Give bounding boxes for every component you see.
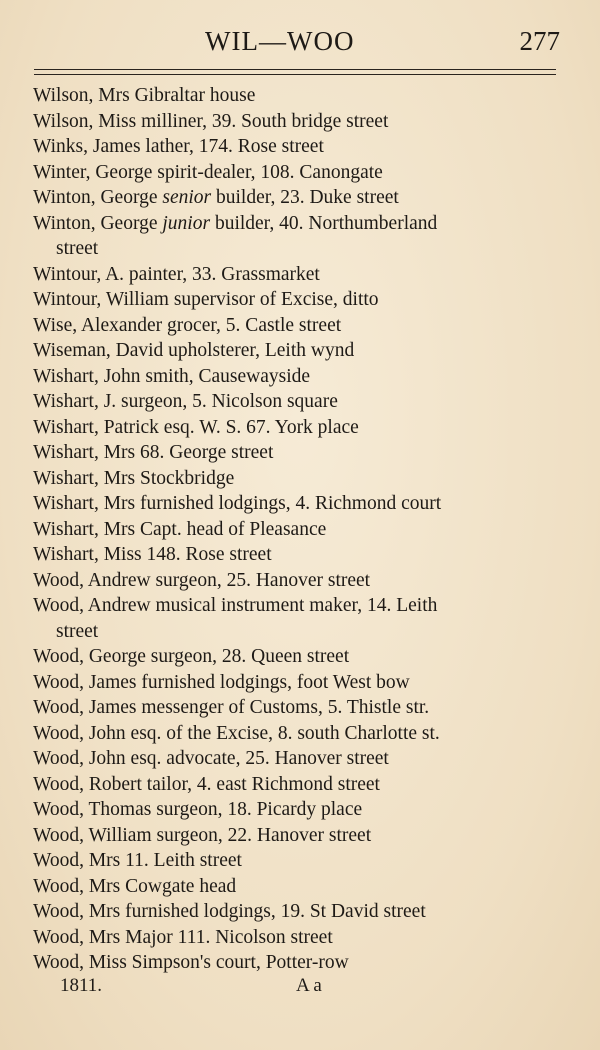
directory-entry xyxy=(33,185,568,211)
entry-segment: Wishart, John smith, Causewayside xyxy=(33,365,311,387)
header-rule-bottom xyxy=(34,74,556,75)
footer-year: 1811. xyxy=(60,975,103,996)
entry-italic-term: junior xyxy=(162,212,211,234)
directory-entry xyxy=(33,542,568,568)
entry-text xyxy=(33,646,349,667)
entry-segment: Wood, Andrew surgeon, 25. Hanover street xyxy=(33,569,371,591)
entry-continuation: street xyxy=(56,620,99,642)
directory-entry xyxy=(33,211,568,262)
entry-segment: Wishart, Patrick esq. W. S. 67. York place xyxy=(33,416,359,438)
directory-entry xyxy=(33,568,568,594)
directory-entry xyxy=(33,721,568,747)
entry-text xyxy=(33,595,437,616)
entry-text xyxy=(33,876,236,897)
entry-segment: Wood, John esq. advocate, 25. Hanover street xyxy=(33,748,389,769)
entry-text xyxy=(33,901,426,922)
entry-segment: Wood, Mrs Major 111. Nicolson street xyxy=(33,926,333,948)
entry-segment: Wishart, Miss 148. Rose street xyxy=(33,544,272,565)
entry-text xyxy=(33,136,324,157)
entry-segment: Wood, Thomas surgeon, 18. Picardy place xyxy=(33,799,363,820)
entry-text xyxy=(33,927,333,948)
entry-segment: Wise, Alexander grocer, 5. Castle street xyxy=(33,314,342,336)
running-head: WIL—WOO xyxy=(205,26,355,56)
directory-entry xyxy=(33,925,568,951)
entry-segment: Wilson, Miss milliner, 39. South bridge street xyxy=(33,110,389,132)
entry-segment: Wood, James messenger of Customs, 5. Thistle str. xyxy=(33,697,430,718)
directory-entry xyxy=(33,160,568,186)
directory-entry xyxy=(33,364,568,390)
directory-entry xyxy=(33,695,568,721)
entry-segment: Wintour, William supervisor of Excise, ditto xyxy=(33,289,379,310)
entry-text xyxy=(33,774,380,795)
entry-segment: Wood, Mrs Cowgate head xyxy=(33,875,237,897)
entry-text xyxy=(33,519,326,540)
page-footer xyxy=(0,975,600,1005)
directory-entry xyxy=(33,338,568,364)
entry-text xyxy=(33,162,383,183)
entry-text xyxy=(33,417,359,438)
entry-segment: builder, 23. Duke street xyxy=(211,187,399,208)
entry-text xyxy=(33,570,370,591)
directory-entry xyxy=(33,950,568,976)
entry-segment: Wishart, Mrs Capt. head of Pleasance xyxy=(33,518,327,540)
entry-text xyxy=(33,493,441,514)
entry-segment: Wood, Mrs furnished lodgings, 19. St David street xyxy=(33,901,426,922)
directory-entry xyxy=(33,262,568,288)
directory-entry xyxy=(33,287,568,313)
directory-entry xyxy=(33,874,568,900)
entry-segment: Winton, George xyxy=(33,187,163,208)
directory-entry xyxy=(33,313,568,339)
directory-entry xyxy=(33,823,568,849)
page-number: 277 xyxy=(519,26,560,56)
entry-text xyxy=(33,723,440,744)
entry-text xyxy=(33,748,389,769)
directory-entry xyxy=(33,491,568,517)
directory-entry xyxy=(33,593,568,644)
entry-segment: Wiseman, David upholsterer, Leith wynd xyxy=(33,340,355,361)
entry-text xyxy=(33,672,410,693)
entry-segment: Wintour, A. painter, 33. Grassmarket xyxy=(33,263,320,285)
entry-segment: Wood, James furnished lodgings, foot West bow xyxy=(33,671,410,693)
directory-entry xyxy=(33,389,568,415)
entry-segment: Winks, James lather, 174. Rose street xyxy=(33,136,324,157)
signature-mark: A a xyxy=(296,975,322,996)
entry-segment: Wood, John esq. of the Excise, 8. south Charlotte st. xyxy=(33,722,440,744)
entry-text xyxy=(33,85,255,106)
entry-segment: Wood, Robert tailor, 4. east Richmond street xyxy=(33,773,380,795)
entry-segment: Wood, Mrs 11. Leith street xyxy=(33,850,242,871)
directory-entry xyxy=(33,109,568,135)
directory-entry xyxy=(33,772,568,798)
page-header xyxy=(0,22,600,62)
entry-text xyxy=(33,213,437,234)
entry-segment: Wood, Andrew musical instrument maker, 14. Leith xyxy=(33,595,438,616)
entry-text xyxy=(33,264,320,285)
directory-entry xyxy=(33,466,568,492)
entry-text xyxy=(33,289,379,310)
directory-entry xyxy=(33,797,568,823)
entry-text xyxy=(33,697,429,718)
entry-text xyxy=(33,111,388,132)
directory-entry xyxy=(33,83,568,109)
entry-text xyxy=(33,850,242,871)
entry-segment: Wishart, Mrs furnished lodgings, 4. Richmond court xyxy=(33,493,442,514)
entry-continuation: street xyxy=(56,238,99,259)
entry-text xyxy=(33,825,371,846)
entry-segment: Wishart, Mrs 68. George street xyxy=(33,442,274,463)
directory-entry xyxy=(33,134,568,160)
directory-entry xyxy=(33,517,568,543)
entry-segment: Wood, George surgeon, 28. Queen street xyxy=(33,646,350,667)
directory-entry xyxy=(33,848,568,874)
entry-text xyxy=(33,366,310,387)
entry-segment: Wood, William surgeon, 22. Hanover street xyxy=(33,824,372,846)
directory-entry xyxy=(33,415,568,441)
directory-entry xyxy=(33,746,568,772)
entry-segment: Wilson, Mrs Gibraltar house xyxy=(33,85,256,106)
entry-text xyxy=(33,340,354,361)
directory-entry xyxy=(33,899,568,925)
entry-text xyxy=(33,952,349,973)
entry-text xyxy=(33,799,362,820)
entry-segment: Winton, George xyxy=(33,212,163,234)
directory-entry xyxy=(33,644,568,670)
directory-entry xyxy=(33,670,568,696)
entry-segment: Wishart, J. surgeon, 5. Nicolson square xyxy=(33,391,338,412)
entry-segment: builder, 40. Northumberland xyxy=(210,212,438,234)
entry-italic-term: senior xyxy=(162,187,212,208)
entry-segment: Winter, George spirit-dealer, 108. Canongate xyxy=(33,161,383,183)
entry-segment: Wishart, Mrs Stockbridge xyxy=(33,467,235,489)
entry-text xyxy=(33,468,234,489)
directory-entry xyxy=(33,440,568,466)
entry-segment: Wood, Miss Simpson's court, Potter-row xyxy=(33,952,349,973)
entry-text xyxy=(33,544,272,565)
header-rule-top xyxy=(34,69,556,70)
entry-text xyxy=(33,442,273,463)
entry-text xyxy=(33,187,399,208)
entry-text xyxy=(33,315,341,336)
entry-text xyxy=(33,391,338,412)
